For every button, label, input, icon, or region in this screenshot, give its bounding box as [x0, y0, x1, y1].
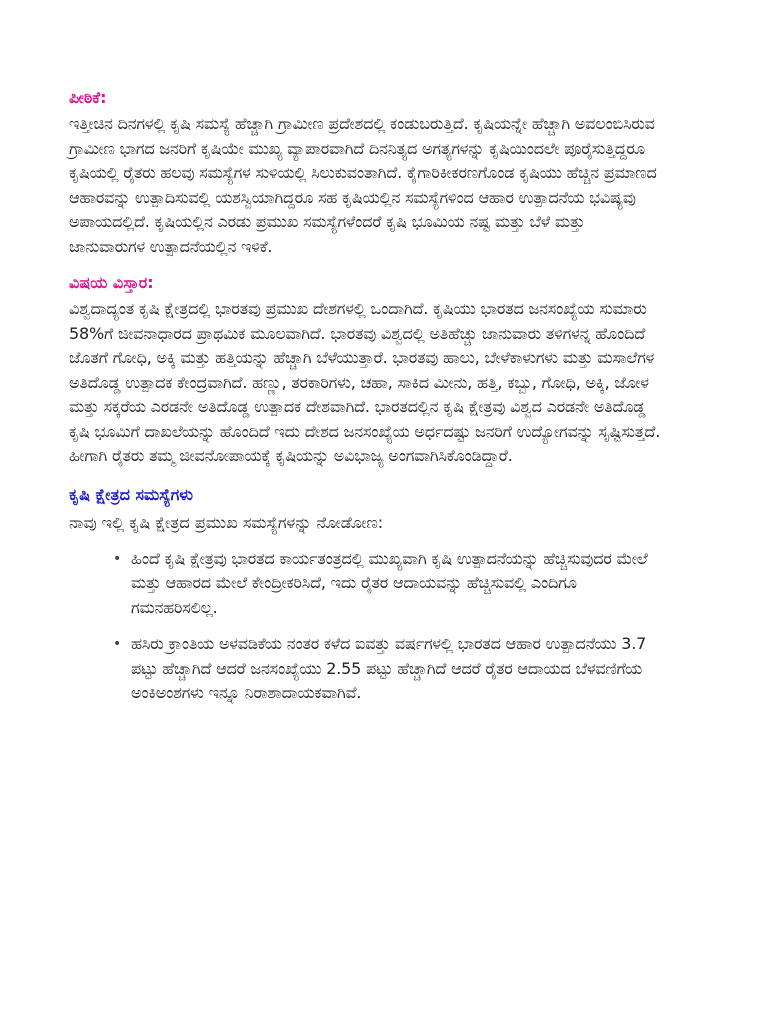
bullet-icon: • — [113, 550, 122, 567]
expansion-paragraph: ವಿಶ್ವದಾದ್ಯಂತ ಕೃಷಿ ಕ್ಷೇತ್ರದಲ್ಲಿ ಭಾರತವು ಪ್ರಮುಖ ದೇಶಗಳಲ್ಲಿ ಒಂದಾಗಿದೆ. ಕೃಷಿಯು ಭಾರತದ ಜನಸಂಖ್ಯೆಯ ಸುಮಾರು 58%ಗೆ ಜೀವನಾಧಾರದ ಪ್ರಾಥಮಿಕ ಮೂಲವಾಗಿದೆ. ಭಾರತವು ವಿಶ್ವದಲ್ಲಿ ಅತಿಹೆಚ್ಚು ಜಾನುವಾರು ತಳಿಗಳನ್ನ ಹೊಂದಿದೆ ಜೊತಗೆ ಗೋಧಿ, ಅಕ್ಕಿ ಮತ್ತು ಹತ್ತಿಯನ್ನು ಹೆಚ್ಚಾಗಿ ಬೆಳೆಯುತ್ತಾರೆ. ಭಾರತವು ಹಾಲು, ಬೇಳೆಕಾಳುಗಳು ಮತ್ತು ಮಸಾಲೆಗಳ ಅತಿದೊಡ್ಡ ಉತ್ಪಾದಕ ಕೇಂದ್ರವಾಗಿದೆ. ಹಣ್ಣು, ತರಕಾರಿಗಳು, ಚಹಾ, ಸಾಕಿದ ಮೀನು, ಹತ್ತಿ, ಕಬ್ಬು, ಗೋಧಿ, ಅಕ್ಕಿ, ಜೋಳ ಮತ್ತು ಸಕ್ಕರೆಯ ಎರಡನೇ ಅತಿದೊಡ್ಡ ಉತ್ಪಾದಕ ದೇಶವಾಗಿದೆ. ಭಾರತದಲ್ಲಿನ ಕೃಷಿ ಕ್ಷೇತ್ರವು ವಿಶ್ವದ ಎರಡನೇ ಅತಿದೊಡ್ಡ ಕೃಷಿ ಭೂಮಿಗೆ ದಾಖಲೆಯನ್ನು ಹೊಂದಿದೆ ಇದು ದೇಶದ ಜನಸಂಖ್ಯೆಯ ಅರ್ಧದಷ್ಟು ಜನರಿಗೆ ಉದ್ಯೋಗವನ್ನು ಸೃಷ್ಟಿಸುತ್ತದೆ. ಹೀಗಾಗಿ ರೈತರು ತಮ್ಮ ಜೀವನೋಪಾಯಕ್ಕೆ ಕೃಷಿಯನ್ನು ಅವಿಭಾಜ್ಯ ಅಂಗವಾಗಿಸಿಕೊಂಡಿದ್ದಾರೆ. — [69, 299, 661, 465]
problems-heading: ಕೃಷಿ ಕ್ಷೇತ್ರದ ಸಮಸ್ಯೆಗಳು — [69, 484, 194, 504]
list-item — [113, 547, 661, 621]
section-problems — [69, 483, 661, 706]
bullet-icon: • — [113, 636, 122, 652]
problems-intro: ನಾವು ಇಲ್ಲಿ ಕೃಷಿ ಕ್ಷೇತ್ರದ ಪ್ರಮುಖ ಸಮಸ್ಯೆಗಳನ್ನು ನೋಡೋಣ: — [69, 512, 384, 532]
section-expansion — [69, 271, 661, 469]
document-page — [69, 86, 661, 718]
section-intro — [69, 86, 661, 259]
list-item-text: ಹಸಿರು ಕ್ರಾಂತಿಯ ಅಳವಡಿಕೆಯ ನಂತರ ಕಳೆದ ಐವತ್ತು ವರ್ಷಗಳಲ್ಲಿ ಭಾರತದ ಆಹಾರ ಉತ್ಪಾದನೆಯು 3.7 ಪಟ್ಟು ಹೆಚ್ಚಾಗಿದೆ ಆದರೆ ಜನಸಂಖ್ಯೆಯು 2.55 ಪಟ್ಟು ಹೆಚ್ಚಾಗಿದೆ ಆದರೆ ರೈತರ ಆದಾಯದ ಬೆಳವಣಿಗೆಯ ಅಂಕಿಅಂಶಗಳು ಇನ್ನೂ ನಿರಾಶಾದಾಯಕವಾಗಿವೆ. — [131, 634, 647, 702]
expansion-heading: ವಿಷಯ ವಿಸ್ತಾರ: — [69, 273, 154, 292]
intro-paragraph: ಇತ್ತೀಚಿನ ದಿನಗಳಲ್ಲಿ ಕೃಷಿ ಸಮಸ್ಯೆ ಹೆಚ್ಚಾಗಿ ಗ್ರಾಮೀಣ ಪ್ರದೇಶದಲ್ಲಿ ಕಂಡುಬರುತ್ತಿದೆ. ಕೃಷಿಯನ್ನೇ ಹೆಚ್ಚಾಗಿ ಅವಲಂಬಿಸಿರುವ ಗ್ರಾಮೀಣ ಭಾಗದ ಜನರಿಗೆ ಕೃಷಿಯೇ ಮುಖ್ಯ ವ್ಯಾಪಾರವಾಗಿದೆ ದಿನನಿತ್ಯದ ಅಗತ್ಯಗಳನ್ನು ಕೃಷಿಯಿಂದಲೇ ಪೂರೈಸುತ್ತಿದ್ದರೂ ಕೃಷಿಯಲ್ಲಿ ರೈತರು ಹಲವು ಸಮಸ್ಯೆಗಳ ಸುಳಿಯಲ್ಲಿ ಸಿಲುಕುವಂತಾಗಿದೆ. ಕೈಗಾರಿಕೀಕರಣಗೊಂಡ ಕೃಷಿಯು ಹೆಚ್ಚಿನ ಪ್ರಮಾಣದ ಆಹಾರವನ್ನು ಉತ್ಪಾದಿಸುವಲ್ಲಿ ಯಶಸ್ವಿಯಾಗಿದ್ದರೂ ಸಹ ಕೃಷಿಯಲ್ಲಿನ ಸಮಸ್ಯೆಗಳಿಂದ ಆಹಾರ ಉತ್ಪಾದನೆಯ ಭವಿಷ್ಯವು ಅಪಾಯದಲ್ಲಿದೆ. ಕೃಷಿಯಲ್ಲಿನ ಎರಡು ಪ್ರಮುಖ ಸಮಸ್ಯೆಗಳೆಂದರೆ ಕೃಷಿ ಭೂಮಿಯ ನಷ್ಟ ಮತ್ತು ಬೆಳೆ ಮತ್ತು ಜಾನುವಾರುಗಳ ಉತ್ಪಾದನೆಯಲ್ಲಿನ ಇಳಿಕೆ. — [69, 114, 657, 256]
list-item-text: ಹಿಂದೆ ಕೃಷಿ ಕ್ಷೇತ್ರವು ಭಾರತದ ಕಾರ್ಯತಂತ್ರದಲ್ಲಿ ಮುಖ್ಯವಾಗಿ ಕೃಷಿ ಉತ್ಪಾದನೆಯನ್ನು ಹೆಚ್ಚಿಸುವುದರ ಮೇಲೆ ಮತ್ತು ಆಹಾರದ ಮೇಲೆ ಕೇಂದ್ರೀಕರಿಸಿದೆ, ಇದು ರೈತರ ಆದಾಯವನ್ನು ಹೆಚ್ಚಿಸುವಲ್ಲಿ ಎಂದಿಗೂ ಗಮನಹರಿಸಲಿಲ್ಲ. — [131, 548, 648, 617]
problems-list — [69, 547, 661, 706]
list-item — [113, 632, 661, 706]
intro-heading: ಪೀಠಿಕೆ: — [69, 88, 107, 107]
